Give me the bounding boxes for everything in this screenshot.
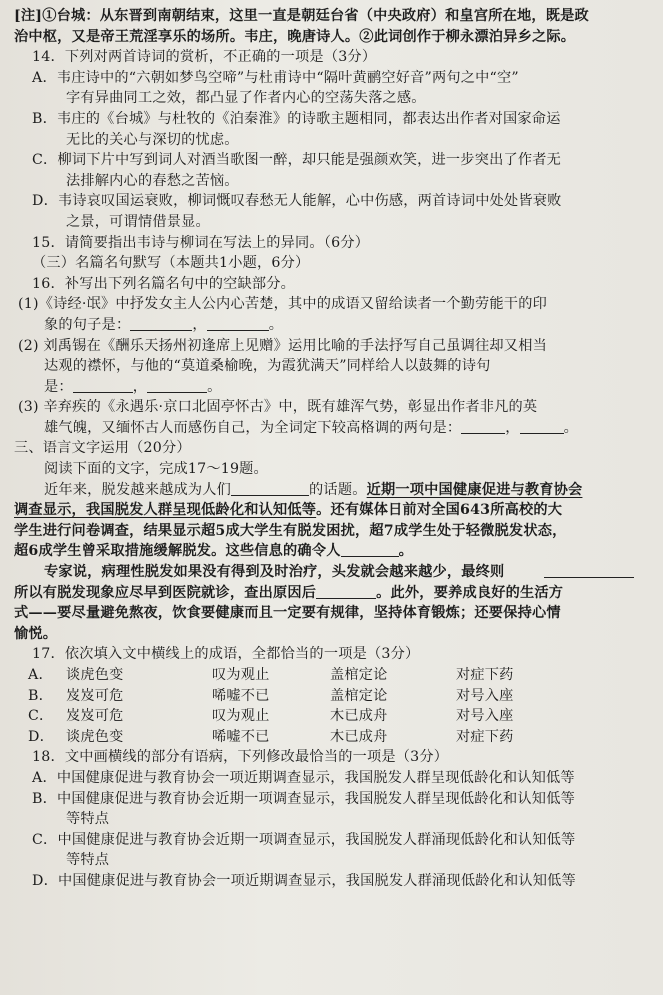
reading-p1-line4: [14, 541, 653, 562]
q16-item-2-lead: 是：: [44, 378, 73, 395]
reading-text: 的话题。: [309, 481, 367, 498]
q16-stem: 16．补写出下列名篇名句中的空缺部分。: [32, 275, 296, 292]
option-word: 唏嘘不已: [212, 687, 270, 704]
q16-item-3-sep: ，: [505, 419, 520, 436]
reading-p2-line3: 式——要尽量避免熬夜，饮食要健康而且一定要有规律，坚持体育锻炼；还要保持心情: [14, 605, 561, 622]
option-label: C．: [28, 708, 54, 725]
option-label: D．: [28, 728, 54, 745]
q16-item-3-end: 。: [563, 419, 579, 436]
reading-p1-line2: [14, 500, 653, 521]
q17-stem: 17．依次填入文中横线上的成语，全都恰当的一项是（3分）: [32, 646, 420, 663]
q16-item-3-cont: [14, 418, 653, 439]
answer-blank[interactable]: [316, 584, 376, 599]
section-3-title: （三）名篇名句默写（本题共1小题，6分）: [32, 255, 310, 272]
answer-blank[interactable]: [520, 419, 564, 434]
reading-text: 。还有媒体日前对全国643所高校的大: [316, 502, 563, 519]
q16-item-2-cont2: [14, 377, 653, 398]
q16-item-3-lead: 雄气魄，又缅怀古人而感伤自己，为全词定下较高格调的两句是：: [44, 419, 462, 436]
q14-option-c: C．柳词下片中写到词人对酒当歌图一醉，却只能是强颜欢笑，进一步突出了作者无: [32, 152, 562, 169]
option-word: 唏嘘不已: [212, 728, 270, 745]
q16-item-2-cont: 达观的襟怀，与他的“莫道桑榆晚，为霞犹满天”同样给人以鼓舞的诗句: [44, 358, 491, 375]
q16-item-1-lead: 象的句子是：: [44, 316, 131, 333]
q14-option-a: A．韦庄诗中的“六朝如梦鸟空啼”与杜甫诗中“隔叶黄鹂空好音”两句之中“空”: [32, 69, 519, 86]
option-word: 对号入座: [456, 708, 514, 725]
answer-blank[interactable]: [73, 378, 133, 393]
q16-item-3: (3) 辛弃疾的《永遇乐·京口北固亭怀古》中，既有雄浑气势，彰显出作者非凡的英: [18, 399, 538, 416]
option-word: 对症下药: [456, 728, 514, 745]
q15-stem: 15．请简要指出韦诗与柳词在写法上的异同。（6分）: [32, 234, 370, 251]
q14-option-b: B．韦庄的《台城》与杜牧的《泊秦淮》的诗歌主题相同，都表达出作者对国家命运: [32, 110, 561, 127]
reading-p1-line3: 学生进行问卷调查，结果显示超5成大学生有脱发困扰，超7成学生处于轻微脱发状态，: [14, 522, 567, 539]
option-word: 木已成舟: [330, 708, 388, 725]
option-word: 叹为观止: [212, 667, 270, 683]
q16-item-1: (1)《诗经·氓》中抒发女主人公内心苦楚，其中的成语又留给读者一个勤劳能干的印: [18, 296, 547, 313]
q16-item-1-cont: [14, 315, 653, 336]
q17-option-d: [14, 727, 653, 748]
reading-text: 超6成学生曾采取措施缓解脱发。这些信息的确令人: [14, 543, 341, 560]
option-word: 谈虎色变: [66, 728, 124, 745]
reading-text: 所以有脱发现象应尽早到医院就诊，查出原因后: [14, 584, 317, 601]
q16-item-2-sep: ，: [132, 378, 148, 395]
answer-blank[interactable]: [130, 316, 192, 331]
q18-option-b-cont: 等特点: [66, 811, 110, 828]
reading-p1-line1: [14, 480, 653, 501]
q18-stem: 18．文中画横线的部分有语病，下列修改最恰当的一项是（3分）: [32, 749, 449, 766]
q18-option-c-cont: 等特点: [66, 852, 110, 869]
answer-blank[interactable]: [207, 316, 269, 331]
reading-text: 。此外，要养成良好的生活方: [376, 584, 564, 601]
q16-item-2-end: 。: [207, 378, 222, 395]
option-word: 叹为观止: [212, 708, 270, 725]
q14-option-a-cont: 字有异曲同工之效，都凸显了作者内心的空荡失落之感。: [66, 90, 426, 107]
q16-item-2: (2) 刘禹锡在《酬乐天扬州初逢席上见赠》运用比喻的手法抒写自己虽调往却又相当: [18, 337, 547, 354]
note-line-1: [注]①台城：从东晋到南朝结束，这里一直是朝廷台省（中央政府）和皇宫所在地，既是政: [14, 8, 589, 24]
part-3-title: 三、语言文字运用（20分）: [14, 440, 191, 457]
reading-p2-line2: [14, 583, 653, 604]
q17-option-b: [14, 686, 653, 707]
q14-option-d-cont: 之景，可谓情借景显。: [66, 213, 210, 230]
reading-intro: 阅读下面的文字，完成17～19题。: [44, 461, 268, 478]
q16-item-1-end: 。: [268, 316, 284, 333]
option-label: A．: [28, 667, 53, 683]
note-line-2: 治中枢，又是帝王荒淫享乐的场所。韦庄，晚唐诗人。②此词创作于柳永漂泊异乡之际。: [14, 28, 576, 45]
q18-option-c: C．中国健康促进与教育协会近期一项调查显示，我国脱发人群涌现低龄化和认知低等: [32, 831, 576, 848]
q17-option-c: [14, 706, 653, 727]
answer-blank[interactable]: [147, 378, 207, 393]
answer-blank[interactable]: [231, 481, 309, 496]
reading-p2-line1: [14, 562, 653, 583]
option-word: 岌岌可危: [66, 687, 124, 704]
answer-blank[interactable]: [461, 419, 505, 434]
underlined-sentence: 近期一项中国健康促进与教育协会: [366, 481, 583, 498]
q18-option-b: B．中国健康促进与教育协会近期一项调查显示，我国脱发人群呈现低龄化和认知低等: [32, 790, 575, 807]
reading-text: 近年来，脱发越来越成为人们: [44, 481, 232, 498]
option-word: 岌岌可危: [66, 708, 124, 725]
q18-option-a: A．中国健康促进与教育协会一项近期调查显示，我国脱发人群呈现低龄化和认知低等: [32, 769, 575, 786]
option-word: 盖棺定论: [330, 667, 388, 683]
reading-p2-line4: 愉悦。: [14, 625, 58, 642]
q14-option-d: D．韦诗哀叹国运衰败，柳词慨叹春愁无人能解，心中伤感，两首诗词中处处皆衰败: [32, 193, 562, 210]
option-label: B．: [28, 687, 54, 704]
answer-blank[interactable]: [341, 542, 399, 557]
option-word: 对症下药: [456, 667, 514, 683]
q14-stem: 14．下列对两首诗词的赏析，不正确的一项是（3分）: [32, 49, 377, 66]
option-word: 盖棺定论: [330, 687, 388, 704]
q17-option-a: [14, 665, 653, 686]
option-word: 对号入座: [456, 687, 514, 704]
underlined-sentence: 调查显示，我国脱发人群呈现低龄化和认知低等: [14, 502, 317, 519]
q14-option-c-cont: 法排解内心的春愁之苦恼。: [66, 172, 239, 189]
q18-option-d: D．中国健康促进与教育协会一项近期调查显示，我国脱发人群涌现低龄化和认知低等: [32, 872, 576, 889]
q16-item-1-sep: ，: [192, 316, 207, 333]
answer-blank[interactable]: [544, 563, 634, 578]
reading-text: 。: [398, 543, 413, 560]
option-word: 木已成舟: [330, 728, 388, 745]
q14-option-b-cont: 无比的关心与深切的忧虑。: [66, 131, 239, 148]
option-word: 谈虎色变: [66, 667, 124, 683]
reading-text: 专家说，病理性脱发如果没有得到及时治疗，头发就会越来越少，最终则: [44, 564, 505, 581]
